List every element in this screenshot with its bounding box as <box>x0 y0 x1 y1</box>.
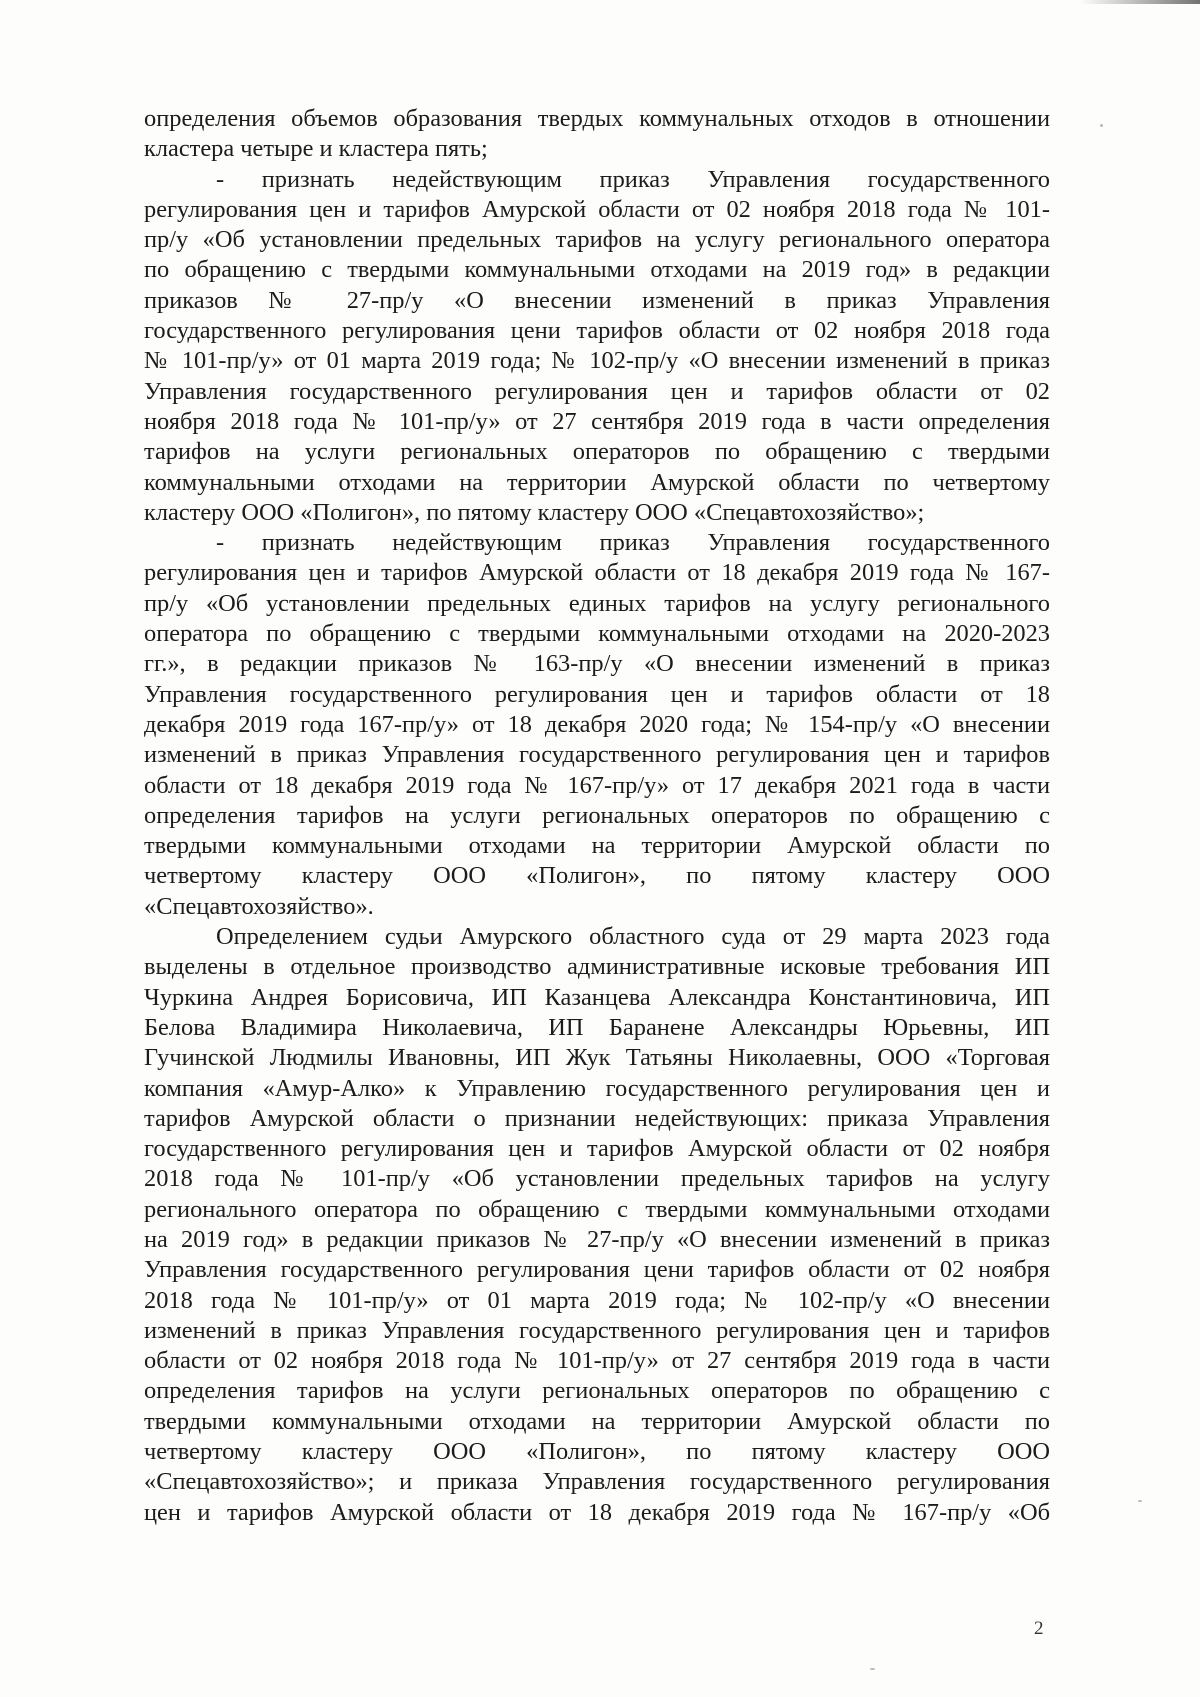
text-line: регулирования цен и тарифов Амурской области от 02 ноября 2018 года № 101- <box>144 195 1050 223</box>
text-line: изменений в приказ Управления государственного регулирования цен и тарифов <box>144 1316 1050 1344</box>
text-line: четвертому кластеру ООО «Полигон», по пятому кластеру ООО <box>144 862 1050 890</box>
text-line: области от 18 декабря 2019 года № 167-пр/у» от 17 декабря 2021 года в части <box>144 771 1050 799</box>
text-line: цен и тарифов Амурской области от 18 декабря 2019 года № 167-пр/у «Об <box>144 1498 1050 1526</box>
text-line: изменений в приказ Управления государственного регулирования цен и тарифов <box>144 741 1050 769</box>
text-line: компания «Амур-Алко» к Управлению государственного регулирования цен и <box>144 1074 1050 1102</box>
text-line: по обращению с твердыми коммунальными отходами на 2019 год» в редакции <box>144 256 1050 284</box>
text-line: тарифов Амурской области о признании недействующих: приказа Управления <box>144 1104 1050 1132</box>
scan-speck <box>870 1668 875 1670</box>
scan-edge-shadow <box>1080 0 1200 4</box>
text-line: «Спецавтохозяйство»; и приказа Управления государственного регулирования <box>144 1468 1050 1496</box>
text-line: 2018 года № 101-пр/у «Об установлении предельных тарифов на услугу <box>144 1165 1050 1193</box>
text-line: твердыми коммунальными отходами на территории Амурской области по <box>144 1407 1050 1435</box>
text-line: Белова Владимира Николаевича, ИП Баранене Александры Юрьевны, ИП <box>144 1013 1050 1041</box>
text-line: декабря 2019 года 167-пр/у» от 18 декабря 2020 года; № 154-пр/у «О внесении <box>144 710 1050 738</box>
page-number: 2 <box>1034 1618 1044 1639</box>
text-line: Управления государственного регулирования цен и тарифов области от 02 <box>144 377 1050 405</box>
text-line: 2018 года № 101-пр/у» от 01 марта 2019 года; № 102-пр/у «О внесении <box>144 1286 1050 1314</box>
scan-speck <box>1138 1500 1142 1502</box>
text-line: кластера четыре и кластера пять; <box>144 135 488 163</box>
text-line: «Спецавтохозяйство». <box>144 892 374 920</box>
text-line: на 2019 год» в редакции приказов № 27-пр/у «О внесении изменений в приказ <box>144 1225 1050 1253</box>
text-line: тарифов на услуги региональных операторов по обращению с твердыми <box>144 438 1050 466</box>
text-line: кластеру ООО «Полигон», по пятому кластеру ООО «Спецавтохозяйство»; <box>144 498 925 526</box>
text-line: регионального оператора по обращению с твердыми коммунальными отходами <box>144 1195 1050 1223</box>
text-line: определения объемов образования твердых коммунальных отходов в отношении <box>144 105 1050 132</box>
document-body <box>144 104 1050 1528</box>
text-line: Чуркина Андрея Борисовича, ИП Казанцева Александра Константиновича, ИП <box>144 983 1050 1011</box>
text-line: четвертому кластеру ООО «Полигон», по пятому кластеру ООО <box>144 1438 1050 1466</box>
text-line: коммунальными отходами на территории Амурской области по четвертому <box>144 468 1050 496</box>
text-line: государственного регулирования цени тарифов области от 02 ноября 2018 года <box>144 317 1050 345</box>
text-line: - признать недействующим приказ Управления государственного <box>216 165 1050 193</box>
text-line: определения тарифов на услуги региональных операторов по обращению с <box>144 801 1050 829</box>
text-line: пр/у «Об установлении предельных тарифов на услугу регионального оператора <box>144 226 1050 254</box>
text-line: регулирования цен и тарифов Амурской области от 18 декабря 2019 года № 167- <box>144 559 1050 587</box>
text-line: выделены в отдельное производство административные исковые требования ИП <box>144 953 1050 981</box>
text-line: пр/у «Об установлении предельных единых тарифов на услугу регионального <box>144 589 1050 617</box>
text-line: Управления государственного регулирования цени тарифов области от 02 ноября <box>144 1256 1050 1284</box>
text-line: приказов № 27-пр/у «О внесении изменений в приказ Управления <box>144 286 1050 314</box>
text-line: № 101-пр/у» от 01 марта 2019 года; № 102-пр/у «О внесении изменений в приказ <box>144 347 1050 375</box>
text-line: твердыми коммунальными отходами на территории Амурской области по <box>144 832 1050 860</box>
text-line: Гучинской Людмилы Ивановны, ИП Жук Татьяны Николаевны, ООО «Торговая <box>144 1044 1050 1072</box>
text-line: Определением судьи Амурского областного суда от 29 марта 2023 года <box>216 923 1050 951</box>
text-line: Управления государственного регулирования цен и тарифов области от 18 <box>144 680 1050 708</box>
text-line: оператора по обращению с твердыми коммунальными отходами на 2020-2023 <box>144 620 1050 648</box>
text-line: - признать недействующим приказ Управления государственного <box>216 529 1050 557</box>
text-line: области от 02 ноября 2018 года № 101-пр/у» от 27 сентября 2019 года в части <box>144 1347 1050 1375</box>
text-line: гг.», в редакции приказов № 163-пр/у «О внесении изменений в приказ <box>144 650 1050 678</box>
scan-speck <box>1100 124 1103 127</box>
text-line: государственного регулирования цен и тарифов Амурской области от 02 ноября <box>144 1135 1050 1163</box>
text-line: ноября 2018 года № 101-пр/у» от 27 сентября 2019 года в части определения <box>144 407 1050 435</box>
text-line: определения тарифов на услуги региональных операторов по обращению с <box>144 1377 1050 1405</box>
